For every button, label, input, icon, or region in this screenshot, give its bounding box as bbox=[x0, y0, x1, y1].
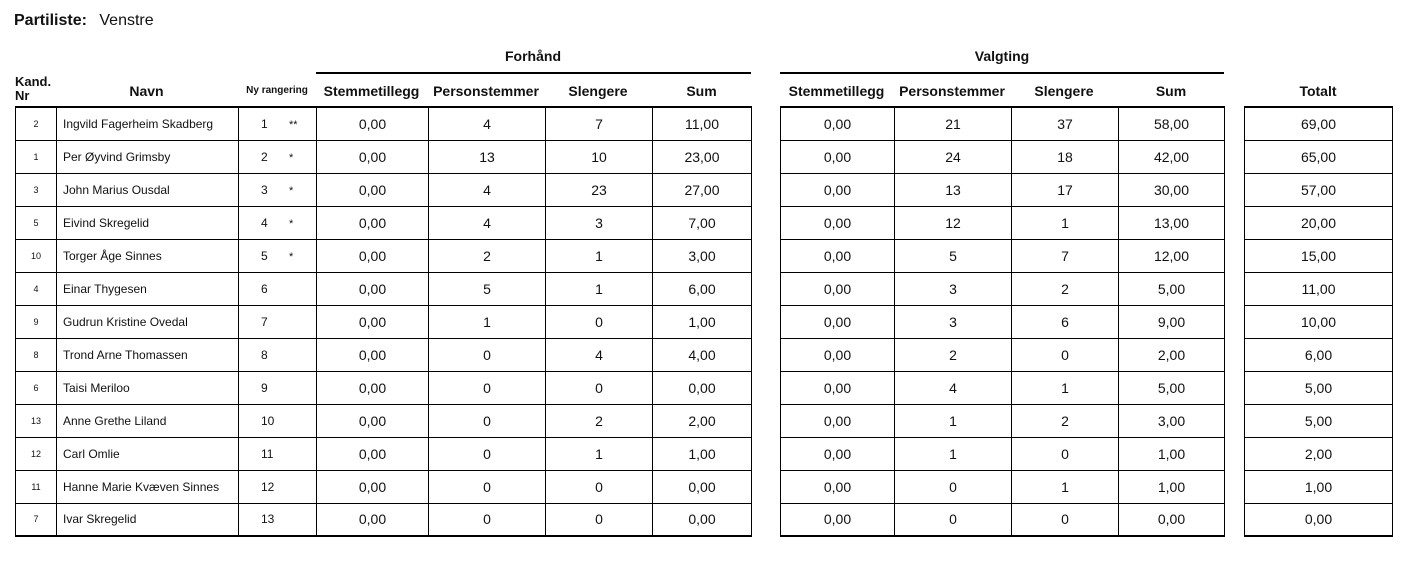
table-row bbox=[1245, 338, 1393, 371]
table-row bbox=[781, 470, 1225, 503]
cell-kand-nr: 6 bbox=[16, 371, 57, 404]
cell-kand-nr: 5 bbox=[16, 206, 57, 239]
cell-forhand-sl: 4 bbox=[546, 338, 653, 371]
column-header-forhand-personstemmer: Personstemmer bbox=[433, 83, 539, 99]
cell-forhand-sum: 27,00 bbox=[653, 173, 752, 206]
cell-valgting-st: 0,00 bbox=[781, 305, 895, 338]
cell-forhand-st: 0,00 bbox=[317, 107, 429, 140]
table-row bbox=[16, 437, 752, 470]
table-row bbox=[16, 470, 752, 503]
cell-kand-nr: 7 bbox=[16, 503, 57, 536]
cell-forhand-st: 0,00 bbox=[317, 206, 429, 239]
cell-totalt: 15,00 bbox=[1245, 239, 1393, 272]
cell-valgting-sl: 37 bbox=[1012, 107, 1119, 140]
cell-valgting-ps: 24 bbox=[895, 140, 1012, 173]
table-row bbox=[1245, 404, 1393, 437]
rank-marker: ** bbox=[289, 118, 298, 131]
cell-forhand-sum: 4,00 bbox=[653, 338, 752, 371]
cell-totalt: 5,00 bbox=[1245, 371, 1393, 404]
group-divider-forhand bbox=[316, 72, 751, 74]
cell-valgting-sum: 9,00 bbox=[1119, 305, 1225, 338]
party-line bbox=[14, 12, 154, 30]
cell-forhand-sum: 6,00 bbox=[653, 272, 752, 305]
cell-forhand-st: 0,00 bbox=[317, 470, 429, 503]
cell-forhand-sum: 0,00 bbox=[653, 503, 752, 536]
cell-totalt: 69,00 bbox=[1245, 107, 1393, 140]
cell-kand-nr: 4 bbox=[16, 272, 57, 305]
column-header-valgting-stemmetillegg: Stemmetillegg bbox=[788, 83, 885, 99]
table-row bbox=[1245, 437, 1393, 470]
table-row bbox=[781, 338, 1225, 371]
table-row bbox=[16, 173, 752, 206]
cell-valgting-st: 0,00 bbox=[781, 371, 895, 404]
party-name: Venstre bbox=[99, 12, 154, 29]
cell-navn: Einar Thygesen bbox=[57, 272, 239, 305]
rank-number: 3 bbox=[261, 182, 268, 197]
rank-number: 11 bbox=[261, 446, 274, 461]
cell-valgting-sum: 5,00 bbox=[1119, 272, 1225, 305]
table-row bbox=[16, 140, 752, 173]
cell-navn: Hanne Marie Kvæven Sinnes bbox=[57, 470, 239, 503]
cell-valgting-sl: 18 bbox=[1012, 140, 1119, 173]
cell-ny-rangering bbox=[239, 338, 317, 371]
cell-kand-nr: 2 bbox=[16, 107, 57, 140]
cell-forhand-sum: 0,00 bbox=[653, 371, 752, 404]
cell-valgting-st: 0,00 bbox=[781, 140, 895, 173]
cell-valgting-ps: 0 bbox=[895, 470, 1012, 503]
rank-number: 13 bbox=[261, 512, 275, 527]
cell-valgting-ps: 21 bbox=[895, 107, 1012, 140]
rank-number: 9 bbox=[261, 380, 268, 395]
column-header-kand-nr bbox=[15, 75, 51, 103]
column-header-navn: Navn bbox=[129, 83, 164, 99]
table-row bbox=[16, 107, 752, 140]
table-row bbox=[1245, 140, 1393, 173]
rank-number: 7 bbox=[261, 314, 268, 329]
cell-valgting-sl: 1 bbox=[1012, 206, 1119, 239]
cell-forhand-sum: 11,00 bbox=[653, 107, 752, 140]
cell-kand-nr: 13 bbox=[16, 404, 57, 437]
table-row bbox=[781, 173, 1225, 206]
cell-navn: Anne Grethe Liland bbox=[57, 404, 239, 437]
table-row bbox=[1245, 503, 1393, 536]
cell-forhand-sum: 1,00 bbox=[653, 437, 752, 470]
table-row bbox=[781, 239, 1225, 272]
cell-valgting-ps: 0 bbox=[895, 503, 1012, 536]
table-row bbox=[781, 437, 1225, 470]
rank-marker: * bbox=[289, 184, 294, 197]
cell-valgting-sum: 42,00 bbox=[1119, 140, 1225, 173]
cell-forhand-ps: 0 bbox=[429, 404, 546, 437]
cell-forhand-st: 0,00 bbox=[317, 404, 429, 437]
cell-valgting-ps: 2 bbox=[895, 338, 1012, 371]
table-row bbox=[781, 272, 1225, 305]
cell-valgting-st: 0,00 bbox=[781, 239, 895, 272]
cell-forhand-sl: 7 bbox=[546, 107, 653, 140]
table-row bbox=[1245, 239, 1393, 272]
rank-number: 12 bbox=[261, 479, 275, 494]
cell-totalt: 11,00 bbox=[1245, 272, 1393, 305]
forhand-table bbox=[15, 106, 752, 537]
cell-forhand-st: 0,00 bbox=[317, 140, 429, 173]
cell-forhand-st: 0,00 bbox=[317, 239, 429, 272]
cell-kand-nr: 9 bbox=[16, 305, 57, 338]
cell-valgting-st: 0,00 bbox=[781, 206, 895, 239]
cell-valgting-ps: 5 bbox=[895, 239, 1012, 272]
rank-number: 6 bbox=[261, 281, 268, 296]
cell-forhand-sl: 1 bbox=[546, 239, 653, 272]
cell-forhand-ps: 0 bbox=[429, 338, 546, 371]
column-header-valgting-slengere: Slengere bbox=[1034, 83, 1094, 99]
table-row bbox=[16, 305, 752, 338]
cell-valgting-sum: 2,00 bbox=[1119, 338, 1225, 371]
cell-forhand-sl: 1 bbox=[546, 272, 653, 305]
cell-valgting-ps: 12 bbox=[895, 206, 1012, 239]
cell-kand-nr: 1 bbox=[16, 140, 57, 173]
cell-valgting-sum: 3,00 bbox=[1119, 404, 1225, 437]
cell-valgting-sl: 6 bbox=[1012, 305, 1119, 338]
table-row bbox=[781, 107, 1225, 140]
party-label: Partiliste: bbox=[14, 12, 87, 29]
table-row bbox=[16, 206, 752, 239]
cell-forhand-ps: 4 bbox=[429, 173, 546, 206]
rank-marker: * bbox=[289, 217, 294, 230]
cell-ny-rangering bbox=[239, 173, 317, 206]
table-row bbox=[781, 371, 1225, 404]
cell-ny-rangering bbox=[239, 437, 317, 470]
cell-totalt: 5,00 bbox=[1245, 404, 1393, 437]
cell-kand-nr: 3 bbox=[16, 173, 57, 206]
table-row bbox=[16, 404, 752, 437]
cell-ny-rangering bbox=[239, 107, 317, 140]
rank-number: 5 bbox=[261, 248, 268, 263]
cell-navn: Ivar Skregelid bbox=[57, 503, 239, 536]
cell-forhand-sum: 2,00 bbox=[653, 404, 752, 437]
cell-forhand-st: 0,00 bbox=[317, 272, 429, 305]
totalt-table bbox=[1244, 106, 1393, 537]
column-header-forhand-stemmetillegg: Stemmetillegg bbox=[323, 83, 420, 99]
cell-valgting-sl: 1 bbox=[1012, 371, 1119, 404]
table-row bbox=[1245, 371, 1393, 404]
cell-valgting-sl: 17 bbox=[1012, 173, 1119, 206]
cell-valgting-st: 0,00 bbox=[781, 437, 895, 470]
cell-valgting-sum: 1,00 bbox=[1119, 437, 1225, 470]
cell-ny-rangering bbox=[239, 371, 317, 404]
table-row bbox=[1245, 173, 1393, 206]
valgting-table bbox=[780, 106, 1225, 537]
cell-valgting-st: 0,00 bbox=[781, 173, 895, 206]
cell-forhand-ps: 0 bbox=[429, 371, 546, 404]
cell-kand-nr: 11 bbox=[16, 470, 57, 503]
cell-valgting-ps: 3 bbox=[895, 272, 1012, 305]
cell-ny-rangering bbox=[239, 305, 317, 338]
cell-navn: Eivind Skregelid bbox=[57, 206, 239, 239]
cell-forhand-sum: 0,00 bbox=[653, 470, 752, 503]
cell-valgting-sum: 13,00 bbox=[1119, 206, 1225, 239]
rank-number: 4 bbox=[261, 215, 268, 230]
table-row bbox=[781, 404, 1225, 437]
rank-number: 1 bbox=[261, 116, 268, 131]
rank-number: 8 bbox=[261, 347, 268, 362]
cell-navn: Per Øyvind Grimsby bbox=[57, 140, 239, 173]
cell-totalt: 6,00 bbox=[1245, 338, 1393, 371]
cell-totalt: 57,00 bbox=[1245, 173, 1393, 206]
column-header-valgting-sum: Sum bbox=[1155, 83, 1187, 99]
table-row bbox=[1245, 470, 1393, 503]
cell-forhand-sl: 10 bbox=[546, 140, 653, 173]
cell-valgting-sl: 0 bbox=[1012, 437, 1119, 470]
cell-valgting-st: 0,00 bbox=[781, 503, 895, 536]
cell-forhand-st: 0,00 bbox=[317, 305, 429, 338]
cell-forhand-ps: 4 bbox=[429, 107, 546, 140]
cell-forhand-sl: 0 bbox=[546, 371, 653, 404]
rank-number: 10 bbox=[261, 413, 275, 428]
cell-totalt: 65,00 bbox=[1245, 140, 1393, 173]
cell-ny-rangering bbox=[239, 470, 317, 503]
cell-forhand-sl: 0 bbox=[546, 470, 653, 503]
cell-valgting-st: 0,00 bbox=[781, 470, 895, 503]
cell-valgting-st: 0,00 bbox=[781, 338, 895, 371]
cell-valgting-sl: 0 bbox=[1012, 503, 1119, 536]
cell-forhand-sum: 23,00 bbox=[653, 140, 752, 173]
kand-header-line1: Kand. bbox=[15, 74, 52, 89]
rank-number: 2 bbox=[261, 149, 268, 164]
cell-ny-rangering bbox=[239, 404, 317, 437]
cell-ny-rangering bbox=[239, 140, 317, 173]
cell-forhand-sl: 0 bbox=[546, 305, 653, 338]
cell-navn: Ingvild Fagerheim Skadberg bbox=[57, 107, 239, 140]
cell-valgting-sl: 2 bbox=[1012, 404, 1119, 437]
table-row bbox=[16, 503, 752, 536]
cell-forhand-ps: 0 bbox=[429, 503, 546, 536]
table-row bbox=[16, 239, 752, 272]
cell-ny-rangering bbox=[239, 239, 317, 272]
cell-navn: Gudrun Kristine Ovedal bbox=[57, 305, 239, 338]
cell-kand-nr: 12 bbox=[16, 437, 57, 470]
cell-forhand-st: 0,00 bbox=[317, 338, 429, 371]
cell-valgting-sl: 0 bbox=[1012, 338, 1119, 371]
cell-forhand-st: 0,00 bbox=[317, 437, 429, 470]
cell-forhand-sl: 3 bbox=[546, 206, 653, 239]
table-row bbox=[1245, 107, 1393, 140]
cell-forhand-sum: 3,00 bbox=[653, 239, 752, 272]
cell-navn: Torger Åge Sinnes bbox=[57, 239, 239, 272]
cell-forhand-st: 0,00 bbox=[317, 371, 429, 404]
table-row bbox=[1245, 272, 1393, 305]
cell-valgting-sum: 0,00 bbox=[1119, 503, 1225, 536]
cell-ny-rangering bbox=[239, 272, 317, 305]
cell-valgting-sum: 58,00 bbox=[1119, 107, 1225, 140]
table-row bbox=[16, 338, 752, 371]
cell-valgting-sum: 12,00 bbox=[1119, 239, 1225, 272]
cell-navn: John Marius Ousdal bbox=[57, 173, 239, 206]
cell-forhand-sl: 23 bbox=[546, 173, 653, 206]
table-row bbox=[16, 272, 752, 305]
cell-forhand-ps: 0 bbox=[429, 470, 546, 503]
table-row bbox=[1245, 206, 1393, 239]
cell-kand-nr: 10 bbox=[16, 239, 57, 272]
column-header-ny-rangering: Ny rangering bbox=[246, 85, 308, 96]
cell-valgting-sl: 1 bbox=[1012, 470, 1119, 503]
table-row bbox=[781, 503, 1225, 536]
group-title-forhand: Forhånd bbox=[505, 48, 561, 64]
rank-marker: * bbox=[289, 151, 294, 164]
column-header-valgting-personstemmer: Personstemmer bbox=[899, 83, 1005, 99]
cell-valgting-sum: 5,00 bbox=[1119, 371, 1225, 404]
cell-forhand-st: 0,00 bbox=[317, 173, 429, 206]
cell-totalt: 2,00 bbox=[1245, 437, 1393, 470]
table-row bbox=[781, 305, 1225, 338]
cell-forhand-sl: 0 bbox=[546, 503, 653, 536]
column-header-totalt: Totalt bbox=[1299, 83, 1337, 99]
cell-valgting-sum: 1,00 bbox=[1119, 470, 1225, 503]
cell-forhand-sl: 2 bbox=[546, 404, 653, 437]
cell-forhand-sum: 1,00 bbox=[653, 305, 752, 338]
cell-valgting-st: 0,00 bbox=[781, 272, 895, 305]
cell-forhand-sl: 1 bbox=[546, 437, 653, 470]
cell-valgting-ps: 3 bbox=[895, 305, 1012, 338]
cell-valgting-st: 0,00 bbox=[781, 404, 895, 437]
cell-totalt: 0,00 bbox=[1245, 503, 1393, 536]
cell-forhand-ps: 5 bbox=[429, 272, 546, 305]
cell-valgting-ps: 1 bbox=[895, 437, 1012, 470]
cell-valgting-st: 0,00 bbox=[781, 107, 895, 140]
column-header-forhand-slengere: Slengere bbox=[568, 83, 628, 99]
cell-valgting-ps: 4 bbox=[895, 371, 1012, 404]
cell-totalt: 1,00 bbox=[1245, 470, 1393, 503]
cell-ny-rangering bbox=[239, 206, 317, 239]
rank-marker: * bbox=[289, 250, 294, 263]
column-header-forhand-sum: Sum bbox=[686, 83, 717, 99]
kand-header-line2: Nr bbox=[15, 88, 30, 103]
cell-navn: Taisi Meriloo bbox=[57, 371, 239, 404]
cell-forhand-ps: 0 bbox=[429, 437, 546, 470]
table-row bbox=[16, 371, 752, 404]
cell-forhand-st: 0,00 bbox=[317, 503, 429, 536]
table-row bbox=[1245, 305, 1393, 338]
cell-navn: Trond Arne Thomassen bbox=[57, 338, 239, 371]
cell-forhand-ps: 13 bbox=[429, 140, 546, 173]
group-title-valgting: Valgting bbox=[974, 48, 1030, 64]
cell-forhand-sum: 7,00 bbox=[653, 206, 752, 239]
cell-ny-rangering bbox=[239, 503, 317, 536]
group-divider-valgting bbox=[780, 72, 1224, 74]
cell-forhand-ps: 4 bbox=[429, 206, 546, 239]
cell-totalt: 20,00 bbox=[1245, 206, 1393, 239]
cell-valgting-ps: 13 bbox=[895, 173, 1012, 206]
cell-valgting-sl: 7 bbox=[1012, 239, 1119, 272]
cell-valgting-sl: 2 bbox=[1012, 272, 1119, 305]
cell-valgting-ps: 1 bbox=[895, 404, 1012, 437]
cell-forhand-ps: 2 bbox=[429, 239, 546, 272]
table-row bbox=[781, 206, 1225, 239]
cell-navn: Carl Omlie bbox=[57, 437, 239, 470]
cell-totalt: 10,00 bbox=[1245, 305, 1393, 338]
cell-forhand-ps: 1 bbox=[429, 305, 546, 338]
cell-valgting-sum: 30,00 bbox=[1119, 173, 1225, 206]
table-row bbox=[781, 140, 1225, 173]
cell-kand-nr: 8 bbox=[16, 338, 57, 371]
